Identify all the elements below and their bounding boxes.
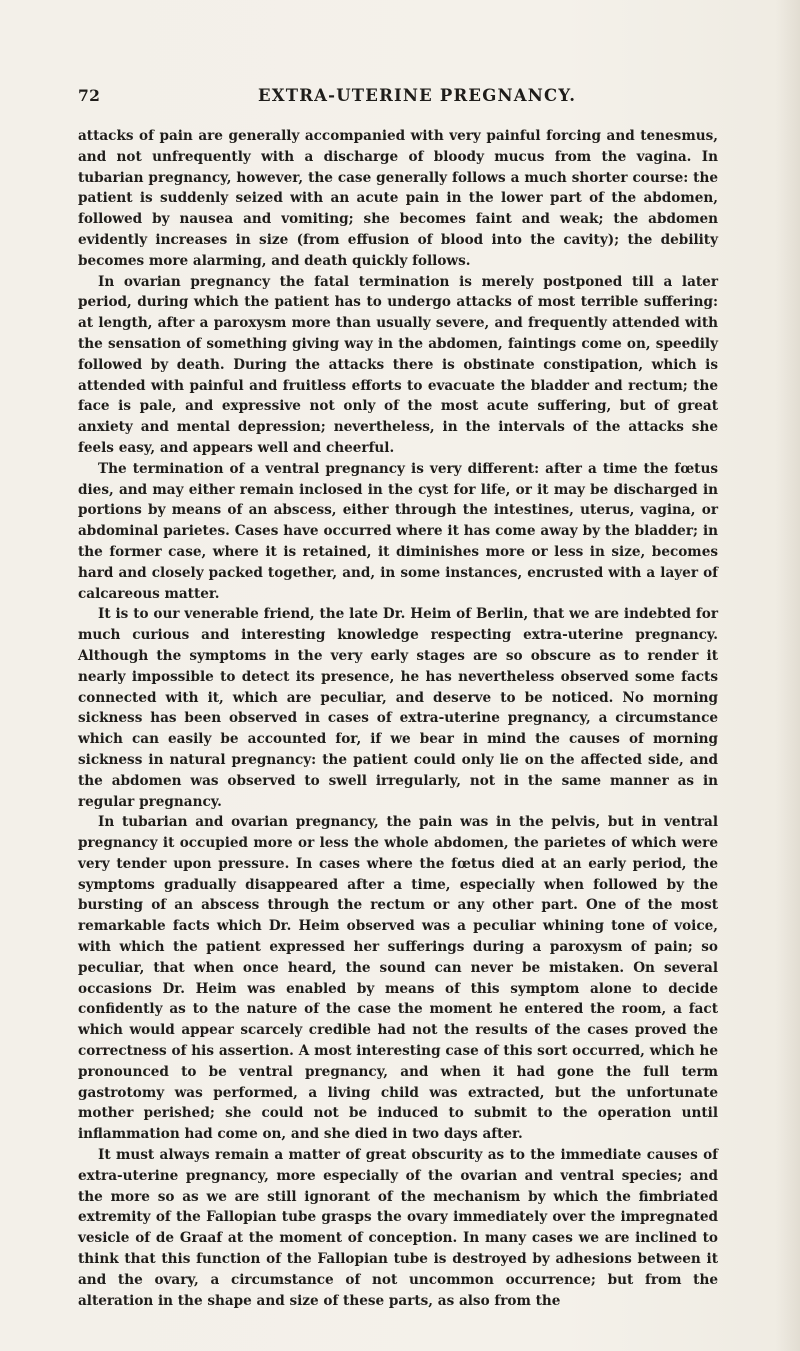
paragraph-1: attacks of pain are generally accompanied with very painful forcing and tenesmus, and not unfrequently with a discharge of bloody mucus from the vagina. In tubarian pregnancy, however, the case generally follows a much shorter course: the patient is suddenly seized with an acute pain in the lower part of the abdomen, followed by nausea and vomiting; she becomes faint and weak; the abdomen evidently increases in size (from effusion of blood into the cavity); the debility becomes more alarming, and death quickly follows. [78, 128, 718, 269]
paragraph-4: It is to our venerable friend, the late Dr. Heim of Berlin, that we are indebted for much curious and interesting knowledge respecting extra-uterine pregnancy. Although the symptoms in the very early stages are so obscure as to render it nearly impossible to detect its presence, he has nevertheless observed some facts connected with it, which are peculiar, and deserve to be noticed. No morning sickness has been observed in cases of extra-uterine pregnancy, a circumstance which can easily be accounted for, if we bear in mind the causes of morning sickness in natural pregnancy: the patient could only lie on the affected side, and the abdomen was observed to swell irregularly, not in the same manner as in regular pregnancy. [78, 606, 718, 810]
page-body [78, 126, 718, 1311]
page-number: 72 [78, 86, 101, 105]
running-head: EXTRA-UTERINE PREGNANCY. [258, 86, 577, 105]
paragraph-2: In ovarian pregnancy the fatal termination is merely postponed till a later period, during which the patient has to undergo attacks of most terrible suffering: at length, after a paroxysm more than usually severe, and frequently attended with the sensation of something giving way in the abdomen, faintings come on, speedily followed by death. During the attacks there is obstinate constipation, which is attended with painful and fruitless efforts to evacuate the bladder and rectum; the face is pale, and expressive not only of the most acute suffering, but of great anxiety and mental depression; nevertheless, in the intervals of the attacks she feels easy, and appears well and cheerful. [78, 273, 718, 456]
page-header [78, 86, 718, 110]
paragraph-3: The termination of a ventral pregnancy is very different: after a time the fœtus dies, and may either remain inclosed in the cyst for life, or it may be discharged in portions by means of an abscess, either through the intestines, uterus, vagina, or abdominal parietes. Cases have occurred where it has come away by the bladder; in the former case, where it is retained, it diminishes more or less in size, becomes hard and closely packed together, and, in some instances, encrusted with a layer of calcareous matter. [78, 460, 718, 602]
page-edge-shadow [776, 0, 800, 1351]
paragraph-5: In tubarian and ovarian pregnancy, the pain was in the pelvis, but in ventral pregnancy it occupied more or less the whole abdomen, the parietes of which were very tender upon pressure. In cases where the fœtus died at an early period, the symptoms gradually disappeared after a time, especially when followed by the bursting of an abscess through the rectum or any other part. One of the most remarkable facts which Dr. Heim observed was a peculiar whining tone of voice, with which the patient expressed her sufferings during a paroxysm of pain; so peculiar, that when once heard, the sound can never be mistaken. On several occasions Dr. Heim was enabled by means of this symptom alone to decide confidently as to the nature of the case the moment he entered the room, a fact which would appear scarcely credible had not the results of the cases proved the correctness of his assertion. A most interesting case of this sort occurred, which he pronounced to be ventral pregnancy, and when it had gone the full term gastrotomy was performed, a living child was extracted, but the unfortunate mother perished; she could not be induced to submit to the operation until inflammation had come on, and she died in two days after. [78, 814, 718, 1143]
paragraph-6: It must always remain a matter of great obscurity as to the immediate causes of extra-uterine pregnancy, more especially of the ovarian and ventral species; and the more so as we are still ignorant of the mechanism by which the fimbriated extremity of the Fallopian tube grasps the ovary immediately over the impregnated vesicle of de Graaf at the moment of conception. In many cases we are inclined to think that this function of the Fallopian tube is destroyed by adhesions between it and the ovary, a circumstance of not uncommon occurrence; but from the alteration in the shape and size of these parts, as also from the [78, 1147, 718, 1309]
